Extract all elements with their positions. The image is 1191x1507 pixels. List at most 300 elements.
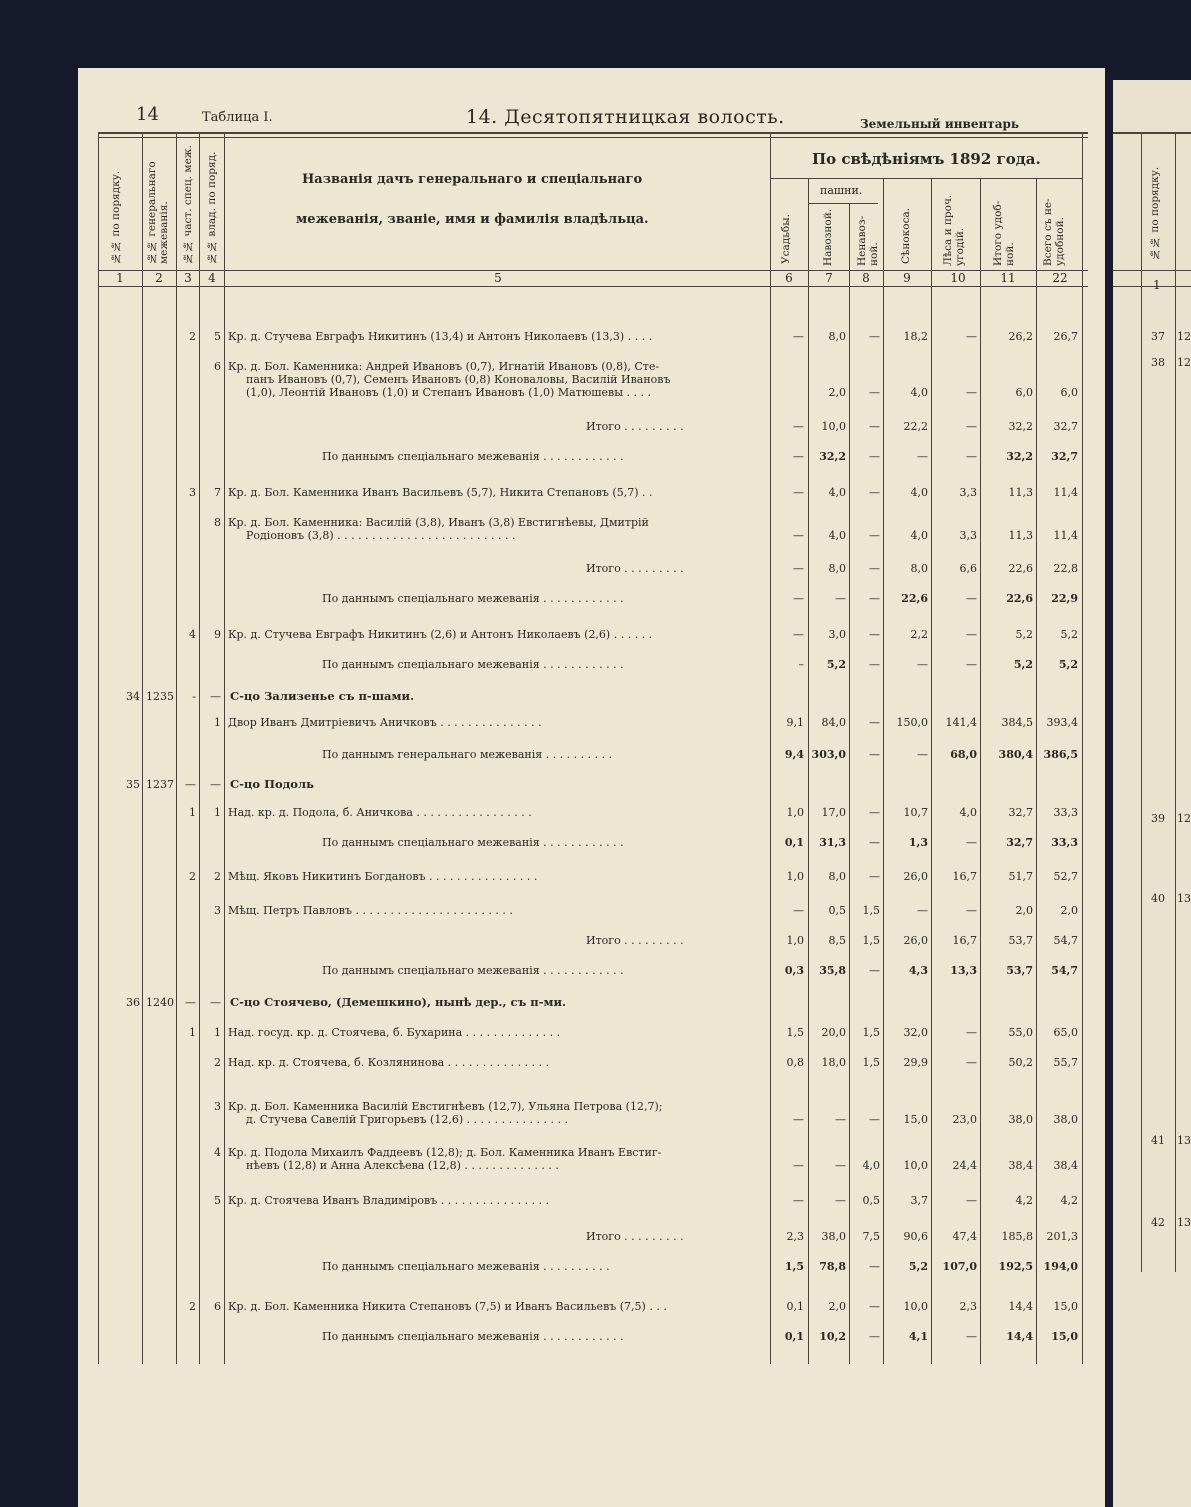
row-value: 65,0	[1053, 1026, 1078, 1039]
column-number: 22	[1052, 271, 1068, 285]
row-value: 4,0	[828, 529, 846, 542]
row-value: 32,7	[1053, 420, 1078, 433]
row-description: Кр. д. Стучева Евграфъ Никитинъ (13,4) и Антонъ Николаевъ (13,3) . . . .	[228, 330, 653, 343]
row-owner-number: 2	[214, 1056, 221, 1069]
column-number: 9	[903, 271, 911, 285]
row-special-number: 2	[189, 870, 196, 883]
row-value: 6,6	[959, 562, 977, 575]
row-value: —	[835, 592, 846, 605]
row-value: 3,7	[910, 1194, 928, 1207]
next-page-row-number: 41	[1151, 1134, 1165, 1147]
header-c7: Навозной.	[822, 208, 834, 266]
row-value: 9,1	[786, 716, 804, 729]
row-description: Кр. д. Бол. Каменника Никита Степановъ (7,5) и Иванъ Васильевъ (7,5) . . .	[228, 1300, 667, 1313]
row-owner-number: 1	[214, 716, 221, 729]
row-value: 4,2	[1015, 1194, 1033, 1207]
row-value: 23,0	[952, 1113, 977, 1126]
row-value: 384,5	[1001, 716, 1033, 729]
next-page-row-number: 38	[1151, 356, 1165, 369]
row-owner-number: 3	[214, 1100, 221, 1113]
row-value: 1,0	[786, 870, 804, 883]
header-c10: Лѣса и проч. угодій.	[942, 194, 966, 266]
row-value: —	[966, 386, 977, 399]
row-value: 90,6	[903, 1230, 928, 1243]
row-value: 11,4	[1053, 486, 1078, 499]
row-owner-number: 7	[214, 486, 221, 499]
row-value: —	[793, 420, 804, 433]
row-value: 4,0	[910, 486, 928, 499]
row-value: —	[793, 1113, 804, 1126]
row-value: 2,0	[828, 386, 846, 399]
row-owner-number: 1	[214, 1026, 221, 1039]
row-value: 84,0	[821, 716, 846, 729]
header-c9: Сѣнокоса.	[900, 207, 912, 264]
next-page-header: №№ по порядку.	[1149, 166, 1161, 260]
row-special-number: -	[192, 690, 196, 703]
row-owner-number: 5	[214, 1194, 221, 1207]
row-value: 14,4	[1006, 1330, 1033, 1343]
row-value: 2,3	[959, 1300, 977, 1313]
row-value: 1,5	[862, 934, 880, 947]
header-col-general: №№ генеральнаго межеванія.	[146, 161, 170, 264]
row-value: 4,3	[908, 964, 928, 977]
row-value: 22,2	[903, 420, 928, 433]
row-description-cont: нѣевъ (12,8) и Анна Алексѣева (12,8) . . . . . . . . . . . . . .	[246, 1159, 559, 1172]
row-value: 20,0	[821, 1026, 846, 1039]
row-value: 393,4	[1046, 716, 1078, 729]
row-owner-number: 5	[214, 330, 221, 343]
row-value: 0,1	[786, 1300, 804, 1313]
row-description: Кр. д. Стоячева Иванъ Владиміровъ . . . . . . . . . . . . . . . .	[228, 1194, 550, 1207]
row-value: 7,5	[862, 1230, 880, 1243]
row-value: 3,3	[959, 529, 977, 542]
row-value: 29,9	[903, 1056, 928, 1069]
row-value: 31,3	[819, 836, 846, 849]
row-value: —	[793, 486, 804, 499]
row-value: 185,8	[1001, 1230, 1033, 1243]
row-order-number: 36	[126, 996, 140, 1009]
row-order-number: 34	[126, 690, 140, 703]
row-description: Мѣщ. Яковъ Никитинъ Богдановъ . . . . . . . . . . . . . . . .	[228, 870, 538, 883]
row-value: 11,4	[1053, 529, 1078, 542]
row-value: —	[966, 1056, 977, 1069]
row-value: 4,1	[908, 1330, 928, 1343]
row-value: —	[966, 1194, 977, 1207]
row-value: —	[869, 964, 880, 977]
row-value: 1,5	[784, 1260, 804, 1273]
row-owner-number: —	[210, 996, 221, 1009]
row-value: 26,0	[903, 934, 928, 947]
row-value: —	[869, 1330, 880, 1343]
page-title: 14. Десятопятницкая волость.	[466, 106, 785, 128]
row-value: 52,7	[1053, 870, 1078, 883]
row-value: 192,5	[998, 1260, 1033, 1273]
row-description: По даннымъ генеральнаго межеванія . . . . . . . . . .	[322, 748, 613, 761]
row-value: 150,0	[896, 716, 928, 729]
row-value: 10,0	[903, 1159, 928, 1172]
row-value: 22,6	[1008, 562, 1033, 575]
row-value: —	[869, 836, 880, 849]
row-value: 2,0	[828, 1300, 846, 1313]
row-value: —	[793, 562, 804, 575]
header-c12: Всего съ не-удобной.	[1042, 198, 1066, 266]
row-value: —	[869, 716, 880, 729]
row-value: —	[966, 658, 977, 671]
next-page-row-number: 39	[1151, 812, 1165, 825]
header-group: По свѣдѣніямъ 1892 года.	[812, 150, 1041, 168]
row-value: 3,3	[959, 486, 977, 499]
row-value: 4,0	[910, 386, 928, 399]
row-description: Мѣщ. Петръ Павловъ . . . . . . . . . . . . . . . . . . . . . . .	[228, 904, 513, 917]
page-number: 14	[136, 104, 159, 125]
row-value: 54,7	[1051, 964, 1078, 977]
row-value: —	[966, 592, 977, 605]
row-description: Итого . . . . . . . . .	[586, 562, 684, 575]
row-value: —	[966, 904, 977, 917]
row-owner-number: 3	[214, 904, 221, 917]
row-description: Кр. д. Бол. Каменника: Василій (3,8), Иванъ (3,8) Евстигнѣевы, Дмитрій	[228, 516, 649, 529]
row-value: 15,0	[1053, 1300, 1078, 1313]
header-names-line2: межеванія, званіе, имя и фамилія владѣльца.	[296, 212, 649, 227]
row-value: 194,0	[1043, 1260, 1078, 1273]
row-value: 4,0	[828, 486, 846, 499]
row-special-number: —	[185, 778, 196, 791]
row-value: 68,0	[950, 748, 977, 761]
row-owner-number: 8	[214, 516, 221, 529]
row-value: 13,3	[950, 964, 977, 977]
row-value: 51,7	[1008, 870, 1033, 883]
row-value: 0,5	[862, 1194, 880, 1207]
row-value: 32,2	[1006, 450, 1033, 463]
row-value: —	[869, 592, 880, 605]
row-value: 4,0	[862, 1159, 880, 1172]
row-value: 14,4	[1008, 1300, 1033, 1313]
row-value: —	[869, 562, 880, 575]
row-value: 2,2	[910, 628, 928, 641]
row-value: 26,2	[1008, 330, 1033, 343]
row-value: 1,5	[862, 904, 880, 917]
row-value: —	[793, 904, 804, 917]
row-order-number: 35	[126, 778, 140, 791]
row-value: —	[793, 1194, 804, 1207]
row-value: —	[917, 904, 928, 917]
row-description: По даннымъ спеціальнаго межеванія . . . . . . . . . . . .	[322, 964, 624, 977]
row-value: —	[869, 806, 880, 819]
row-owner-number: —	[210, 778, 221, 791]
next-page-row-general: 12	[1177, 356, 1191, 369]
row-owner-number: 6	[214, 360, 221, 373]
header-col-special: №№ част. спец. меж.	[182, 145, 194, 264]
row-special-number: 2	[189, 1300, 196, 1313]
row-description: С-цо Стоячево, (Демешкино), нынѣ дер., съ п-ми.	[230, 995, 566, 1009]
row-value: 8,0	[910, 562, 928, 575]
row-value: 26,0	[903, 870, 928, 883]
column-number: 5	[494, 271, 502, 285]
row-owner-number: 4	[214, 1146, 221, 1159]
row-value: 16,7	[952, 934, 977, 947]
row-value: —	[793, 330, 804, 343]
row-value: 50,2	[1008, 1056, 1033, 1069]
row-value: 9,4	[784, 748, 804, 761]
row-value: —	[966, 330, 977, 343]
row-description: Кр. д. Бол. Каменника Иванъ Васильевъ (5,7), Никита Степановъ (5,7) . .	[228, 486, 653, 499]
row-value: 8,0	[828, 330, 846, 343]
row-value: 38,0	[1053, 1113, 1078, 1126]
next-page-row-number: 37	[1151, 330, 1165, 343]
header-col-order: №№ по порядку.	[110, 170, 122, 264]
header-c6: Усадьбы.	[780, 214, 792, 264]
row-value: 33,3	[1053, 806, 1078, 819]
row-value: 2,3	[786, 1230, 804, 1243]
row-value: —	[966, 450, 977, 463]
row-value: 10,0	[821, 420, 846, 433]
row-value: 18,2	[903, 330, 928, 343]
row-value: 0,1	[784, 836, 804, 849]
row-description-cont: д. Стучева Савелій Григорьевъ (12,6) . . . . . . . . . . . . . . .	[246, 1113, 569, 1126]
row-value: 4,0	[959, 806, 977, 819]
row-value: —	[917, 748, 928, 761]
row-value: 1,0	[786, 806, 804, 819]
row-value: 32,7	[1051, 450, 1078, 463]
row-description: По даннымъ спеціальнаго межеванія . . . . . . . . . . . .	[322, 836, 624, 849]
row-description: Кр. д. Бол. Каменника: Андрей Ивановъ (0,7), Игнатій Ивановъ (0,8), Сте-	[228, 360, 660, 373]
row-description: Итого . . . . . . . . .	[586, 420, 684, 433]
row-value: 16,7	[952, 870, 977, 883]
row-value: 201,3	[1046, 1230, 1078, 1243]
row-value: 11,3	[1008, 529, 1033, 542]
row-value: 5,2	[826, 658, 846, 671]
row-value: —	[793, 592, 804, 605]
row-owner-number: 2	[214, 870, 221, 883]
row-value: 5,2	[1058, 658, 1078, 671]
row-value: —	[869, 330, 880, 343]
row-special-number: 1	[189, 806, 196, 819]
row-value: 32,2	[1008, 420, 1033, 433]
row-value: 0,1	[784, 1330, 804, 1343]
row-value: 55,0	[1008, 1026, 1033, 1039]
header-c11: Итого удоб-ной.	[992, 200, 1016, 266]
row-value: 32,7	[1008, 806, 1033, 819]
row-value: 8,0	[828, 870, 846, 883]
row-general-number: 1235	[146, 690, 174, 703]
row-description: Кр. д. Подола Михаилъ Фаддеевъ (12,8); д. Бол. Каменника Иванъ Евстиг-	[228, 1146, 662, 1159]
row-value: 32,0	[903, 1026, 928, 1039]
header-col-owner: №№ влад. по поряд.	[206, 151, 218, 264]
row-general-number: 1237	[146, 778, 174, 791]
row-value: 22,8	[1053, 562, 1078, 575]
row-value: —	[869, 386, 880, 399]
row-value: 22,6	[901, 592, 928, 605]
row-general-number: 1240	[146, 996, 174, 1009]
next-page-row-general: 13	[1177, 892, 1191, 905]
row-value: 0,8	[786, 1056, 804, 1069]
row-description: По даннымъ спеціальнаго межеванія . . . . . . . . . . . .	[322, 658, 624, 671]
row-value: —	[835, 1113, 846, 1126]
row-description-cont: Родіоновъ (3,8) . . . . . . . . . . . . . . . . . . . . . . . . . .	[246, 529, 516, 542]
row-description: Итого . . . . . . . . .	[586, 934, 684, 947]
row-value: 17,0	[821, 806, 846, 819]
row-value: 55,7	[1053, 1056, 1078, 1069]
row-value: 53,7	[1008, 934, 1033, 947]
row-description: Двор Иванъ Дмитріевичъ Аничковъ . . . . . . . . . . . . . . .	[228, 716, 542, 729]
row-value: 53,7	[1006, 964, 1033, 977]
row-description-cont: (1,0), Леонтій Ивановъ (1,0) и Степанъ Ивановъ (1,0) Матюшевы . . . .	[246, 386, 651, 399]
row-value: 8,0	[828, 562, 846, 575]
next-page-row-general: 13	[1177, 1134, 1191, 1147]
row-description: По даннымъ спеціальнаго межеванія . . . . . . . . . . . .	[322, 450, 624, 463]
row-value: —	[793, 628, 804, 641]
row-value: —	[869, 420, 880, 433]
column-number: 1	[116, 271, 124, 285]
column-number: 7	[825, 271, 833, 285]
header-arable: пашни.	[820, 184, 863, 197]
column-number: 10	[950, 271, 966, 285]
row-special-number: —	[185, 996, 196, 1009]
row-description: По даннымъ спеціальнаго межеванія . . . . . . . . . . . .	[322, 592, 624, 605]
row-description: С-цо Зализенье съ п-шами.	[230, 689, 415, 703]
row-description: Кр. д. Бол. Каменника Василій Евстигнѣевъ (12,7), Ульяна Петрова (12,7);	[228, 1100, 663, 1113]
header-c8: Ненавоз-ной.	[856, 215, 880, 266]
row-value: 35,8	[819, 964, 846, 977]
next-page-row-general: 12	[1177, 812, 1191, 825]
row-value: 0,3	[784, 964, 804, 977]
table-label: Таблица I.	[202, 110, 273, 125]
row-owner-number: 1	[214, 806, 221, 819]
row-value: —	[966, 420, 977, 433]
row-special-number: 4	[189, 628, 196, 641]
row-value: 3,0	[828, 628, 846, 641]
row-value: 5,2	[908, 1260, 928, 1273]
row-value: —	[869, 1300, 880, 1313]
row-value: 78,8	[819, 1260, 846, 1273]
row-value: 10,7	[903, 806, 928, 819]
next-page-row-general: 12	[1177, 330, 1191, 343]
row-value: 0,5	[828, 904, 846, 917]
row-special-number: 3	[189, 486, 196, 499]
column-number: 6	[785, 271, 793, 285]
table-page	[78, 68, 1105, 1507]
row-description: По даннымъ спеціальнаго межеванія . . . . . . . . . .	[322, 1260, 610, 1273]
row-owner-number: —	[210, 690, 221, 703]
row-value: 6,0	[1015, 386, 1033, 399]
row-description: Итого . . . . . . . . .	[586, 1230, 684, 1243]
row-value: 26,7	[1053, 330, 1078, 343]
row-value: —	[869, 1260, 880, 1273]
row-value: 15,0	[903, 1113, 928, 1126]
row-value: —	[917, 658, 928, 671]
row-value: 38,0	[1008, 1113, 1033, 1126]
row-value: —	[869, 1113, 880, 1126]
section-title: Земельный инвентарь	[860, 117, 1020, 131]
row-value: 38,0	[821, 1230, 846, 1243]
row-value: —	[869, 628, 880, 641]
row-value: —	[869, 870, 880, 883]
row-value: —	[966, 628, 977, 641]
row-value: 18,0	[821, 1056, 846, 1069]
row-value: 1,5	[862, 1056, 880, 1069]
column-number: 2	[155, 271, 163, 285]
row-value: —	[966, 1330, 977, 1343]
row-value: —	[793, 450, 804, 463]
row-value: 38,4	[1008, 1159, 1033, 1172]
row-description: С-цо Подоль	[230, 777, 314, 791]
row-value: 32,2	[819, 450, 846, 463]
row-value: 22,6	[1006, 592, 1033, 605]
row-description: Над. кр. д. Стоячева, б. Козлянинова . . . . . . . . . . . . . . .	[228, 1056, 550, 1069]
row-value: 1,5	[786, 1026, 804, 1039]
row-value: 2,0	[1060, 904, 1078, 917]
column-number: 8	[862, 271, 870, 285]
row-description: По даннымъ спеціальнаго межеванія . . . . . . . . . . . .	[322, 1330, 624, 1343]
row-description-cont: панъ Ивановъ (0,7), Семенъ Ивановъ (0,8) Коноваловы, Василій Ивановъ	[246, 373, 671, 386]
row-description: Над. кр. д. Подола, б. Аничкова . . . . . . . . . . . . . . . . .	[228, 806, 532, 819]
row-value: 107,0	[942, 1260, 977, 1273]
row-description: Над. госуд. кр. д. Стоячева, б. Бухарина . . . . . . . . . . . . . .	[228, 1026, 561, 1039]
row-value: 24,4	[952, 1159, 977, 1172]
row-owner-number: 6	[214, 1300, 221, 1313]
row-special-number: 1	[189, 1026, 196, 1039]
row-value: —	[793, 1159, 804, 1172]
row-special-number: 2	[189, 330, 196, 343]
next-page-colnum: 1	[1153, 278, 1161, 292]
row-value: 4,2	[1060, 1194, 1078, 1207]
row-value: 54,7	[1053, 934, 1078, 947]
row-value: 5,2	[1060, 628, 1078, 641]
row-value: 10,0	[903, 1300, 928, 1313]
row-value: —	[966, 836, 977, 849]
row-value: 386,5	[1043, 748, 1078, 761]
row-value: 141,4	[945, 716, 977, 729]
row-value: 8,5	[828, 934, 846, 947]
row-value: 1,0	[786, 934, 804, 947]
next-page-row-general: 13	[1177, 1216, 1191, 1229]
row-value: 4,0	[910, 529, 928, 542]
row-value: 33,3	[1051, 836, 1078, 849]
next-page-row-number: 40	[1151, 892, 1165, 905]
row-value: —	[835, 1159, 846, 1172]
row-owner-number: 9	[214, 628, 221, 641]
row-value: 15,0	[1051, 1330, 1078, 1343]
column-number: 11	[1000, 271, 1016, 285]
row-value: –	[798, 658, 804, 671]
row-value: 6,0	[1060, 386, 1078, 399]
row-value: 22,9	[1051, 592, 1078, 605]
row-value: —	[835, 1194, 846, 1207]
row-value: —	[917, 450, 928, 463]
header-names-line1: Названія дачъ генеральнаго и спеціальнаго	[302, 172, 643, 187]
row-value: 303,0	[811, 748, 846, 761]
row-value: 5,2	[1013, 658, 1033, 671]
row-value: —	[869, 748, 880, 761]
row-value: —	[869, 486, 880, 499]
column-number: 3	[184, 271, 192, 285]
row-value: 380,4	[998, 748, 1033, 761]
row-value: 5,2	[1015, 628, 1033, 641]
next-page-row-number: 42	[1151, 1216, 1165, 1229]
row-value: 47,4	[952, 1230, 977, 1243]
row-value: —	[869, 450, 880, 463]
row-value: 11,3	[1008, 486, 1033, 499]
next-page-edge	[1113, 80, 1191, 1507]
row-value: —	[793, 529, 804, 542]
row-value: 32,7	[1006, 836, 1033, 849]
row-value: —	[869, 658, 880, 671]
row-value: 2,0	[1015, 904, 1033, 917]
row-value: —	[869, 529, 880, 542]
row-value: —	[966, 1026, 977, 1039]
row-description: Кр. д. Стучева Евграфъ Никитинъ (2,6) и Антонъ Николаевъ (2,6) . . . . . .	[228, 628, 653, 641]
row-value: 10,2	[819, 1330, 846, 1343]
